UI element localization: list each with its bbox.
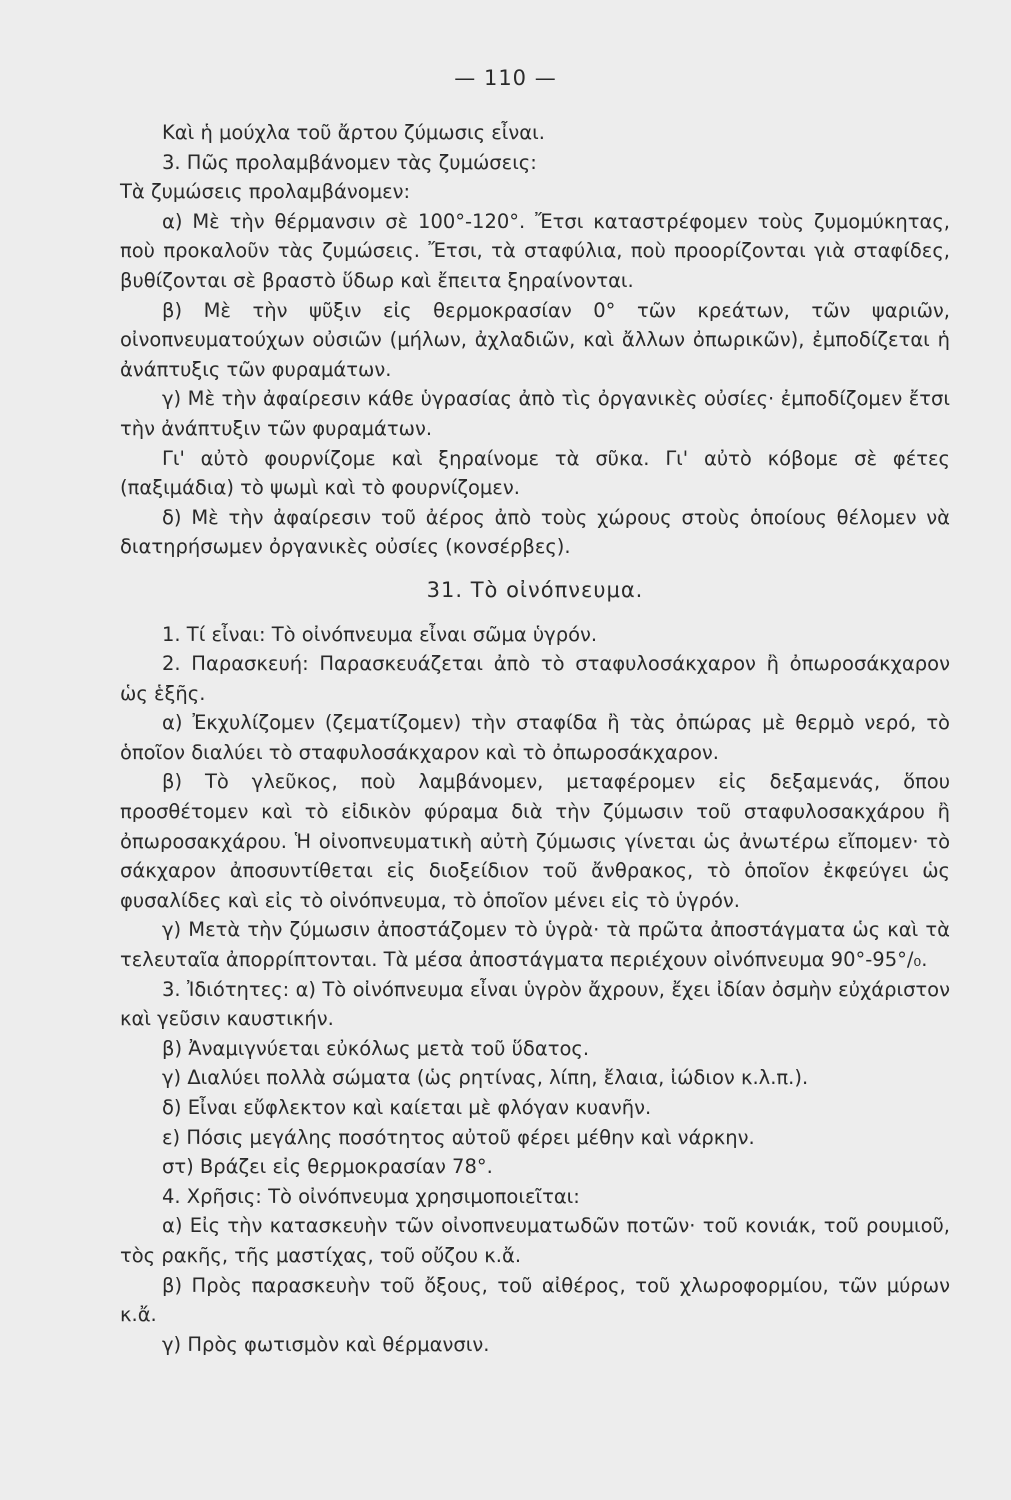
paragraph-1: Καὶ ἡ μούχλα τοῦ ἄρτου ζύμωσις εἶναι.	[162, 121, 545, 144]
section-heading: 31. Τὸ οἰνόπνευμα.	[426, 577, 644, 602]
paragraph-8: δ) Μὲ τὴν ἀφαίρεσιν τοῦ ἀέρος ἀπὸ τοὺς χώρους στοὺς ὁποίους θέλομεν νὰ διατηρήσωμεν ὀργανικὲς οὐσίες (κονσέρβες).	[120, 505, 950, 559]
paragraph-12: β) Τὸ γλεῦκος, ποὺ λαμβάνομεν, μεταφέρομεν εἰς δεξαμενάς, ὅπου προσθέτομεν καὶ τὸ εἰδικὸν φύραμα διὰ τὴν ζύμωσιν τοῦ σταφυλοσακχάρου ἢ ὀπωροσακχάρου. Ἡ οἰνοπνευματικὴ αὐτὴ ζύμωσις γίνεται ὡς ἀνωτέρω εἴπομεν· τὸ σάκχαρον ἀποσυντίθεται εἰς διοξείδιον τοῦ ἄνθρακος, τὸ ὁποῖον ἐκφεύγει ὡς φυσαλίδες καὶ εἰς τὸ οἰνόπνευμα, τὸ ὁποῖον μένει εἰς τὸ ὑγρόν.	[120, 770, 950, 912]
paragraph-6: γ) Μὲ τὴν ἀφαίρεσιν κάθε ὑγρασίας ἀπὸ τὶς ὀργανικὲς οὐσίες· ἐμποδίζομεν ἔτσι τὴν ἀνάπτυξιν τῶν φυραμάτων.	[120, 387, 950, 440]
paragraph-13: γ) Μετὰ τὴν ζύμωσιν ἀποστάζομεν τὸ ὑγρὰ· τὰ πρῶτα ἀποστάγματα ὡς καὶ τὰ τελευταῖα ἀπορρίπτονται. Τὰ μέσα ἀποστάγματα περιέχουν οἰνόπνευμα 90°-95°/₀.	[120, 918, 950, 972]
paragraph-11: α) Ἐκχυλίζομεν (ζεματίζομεν) τὴν σταφίδα ἢ τὰς ὀπώρας μὲ θερμὸ νερό, τὸ ὁποῖον διαλύει τὸ σταφυλοσάκχαρον καὶ τὸ ὀπωροσάκχαρον.	[120, 711, 950, 764]
paragraph-15: β) Ἀναμιγνύεται εὐκόλως μετὰ τοῦ ὕδατος.	[162, 1036, 590, 1060]
paragraph-2: 3. Πῶς προλαμβάνομεν τὰς ζυμώσεις:	[162, 150, 537, 174]
paragraph-16: γ) Διαλύει πολλὰ σώματα (ὡς ρητίνας, λίπη, ἔλαια, ἰώδιον κ.λ.π.).	[162, 1066, 809, 1090]
paragraph-14: 3. Ἰδιότητες: α) Τὸ οἰνόπνευμα εἶναι ὑγρὸν ἄχρουν, ἔχει ἰδίαν ὀσμὴν εὐχάριστον καὶ γεῦσιν καυστικήν.	[120, 977, 950, 1031]
paragraph-23: γ) Πρὸς φωτισμὸν καὶ θέρμανσιν.	[162, 1332, 490, 1356]
paragraph-3: Τὰ ζυμώσεις προλαμβάνομεν:	[120, 180, 411, 204]
paragraph-18: ε) Πόσις μεγάλης ποσότητος αὐτοῦ φέρει μέθην καὶ νάρκην.	[162, 1125, 755, 1149]
body-text	[120, 118, 950, 1359]
paragraph-5: β) Μὲ τὴν ψῦξιν εἰς θερμοκρασίαν 0° τῶν κρεάτων, τῶν ψαριῶν, οἰνοπνευματούχων οὐσιῶν (μήλων, ἀχλαδιῶν, καὶ ἄλλων ὀπωρικῶν), ἐμποδίζεται ἡ ἀνάπτυξις τῶν φυραμάτων.	[120, 298, 950, 381]
paragraph-10: 2. Παρασκευή: Παρασκευάζεται ἀπὸ τὸ σταφυλοσάκχαρον ἢ ὀπωροσάκχαρον ὡς ἑξῆς.	[120, 652, 950, 705]
paragraph-21: α) Εἰς τὴν κατασκευὴν τῶν οἰνοπνευματωδῶν ποτῶν· τοῦ κονιάκ, τοῦ ρουμιοῦ, τὸς ρακῆς, τῆς μαστίχας, τοῦ οὔζου κ.ἄ.	[120, 1214, 950, 1267]
paragraph-7: Γι' αὐτὸ φουρνίζομε καὶ ξηραίνομε τὰ σῦκα. Γι' αὐτὸ κόβομε σὲ φέτες (παξιμάδια) τὸ ψωμὶ καὶ τὸ φουρνίζομεν.	[120, 446, 950, 500]
paragraph-22: β) Πρὸς παρασκευὴν τοῦ ὄξους, τοῦ αἰθέρος, τοῦ χλωροφορμίου, τῶν μύρων κ.ἄ.	[120, 1273, 950, 1327]
paragraph-4: α) Μὲ τὴν θέρμανσιν σὲ 100°-120°. Ἔτσι καταστρέφομεν τοὺς ζυμομύκητας, ποὺ προκαλοῦν τὰς ζυμώσεις. Ἔτσι, τὰ σταφύλια, ποὺ προορίζονται γιὰ σταφίδες, βυθίζονται σὲ βραστὸ ὕδωρ καὶ ἔπειτα ξηραίνονται.	[120, 209, 950, 292]
paragraph-9: 1. Τί εἶναι: Τὸ οἰνόπνευμα εἶναι σῶμα ὑγρόν.	[162, 622, 598, 646]
paragraph-19: στ) Βράζει εἰς θερμοκρασίαν 78°.	[162, 1155, 493, 1179]
page-number: — 110 —	[454, 66, 557, 90]
paragraph-20: 4. Χρῆσις: Τὸ οἰνόπνευμα χρησιμοποιεῖται:	[162, 1184, 580, 1208]
paragraph-17: δ) Εἶναι εὔφλεκτον καὶ καίεται μὲ φλόγαν κυανῆν.	[162, 1096, 652, 1119]
